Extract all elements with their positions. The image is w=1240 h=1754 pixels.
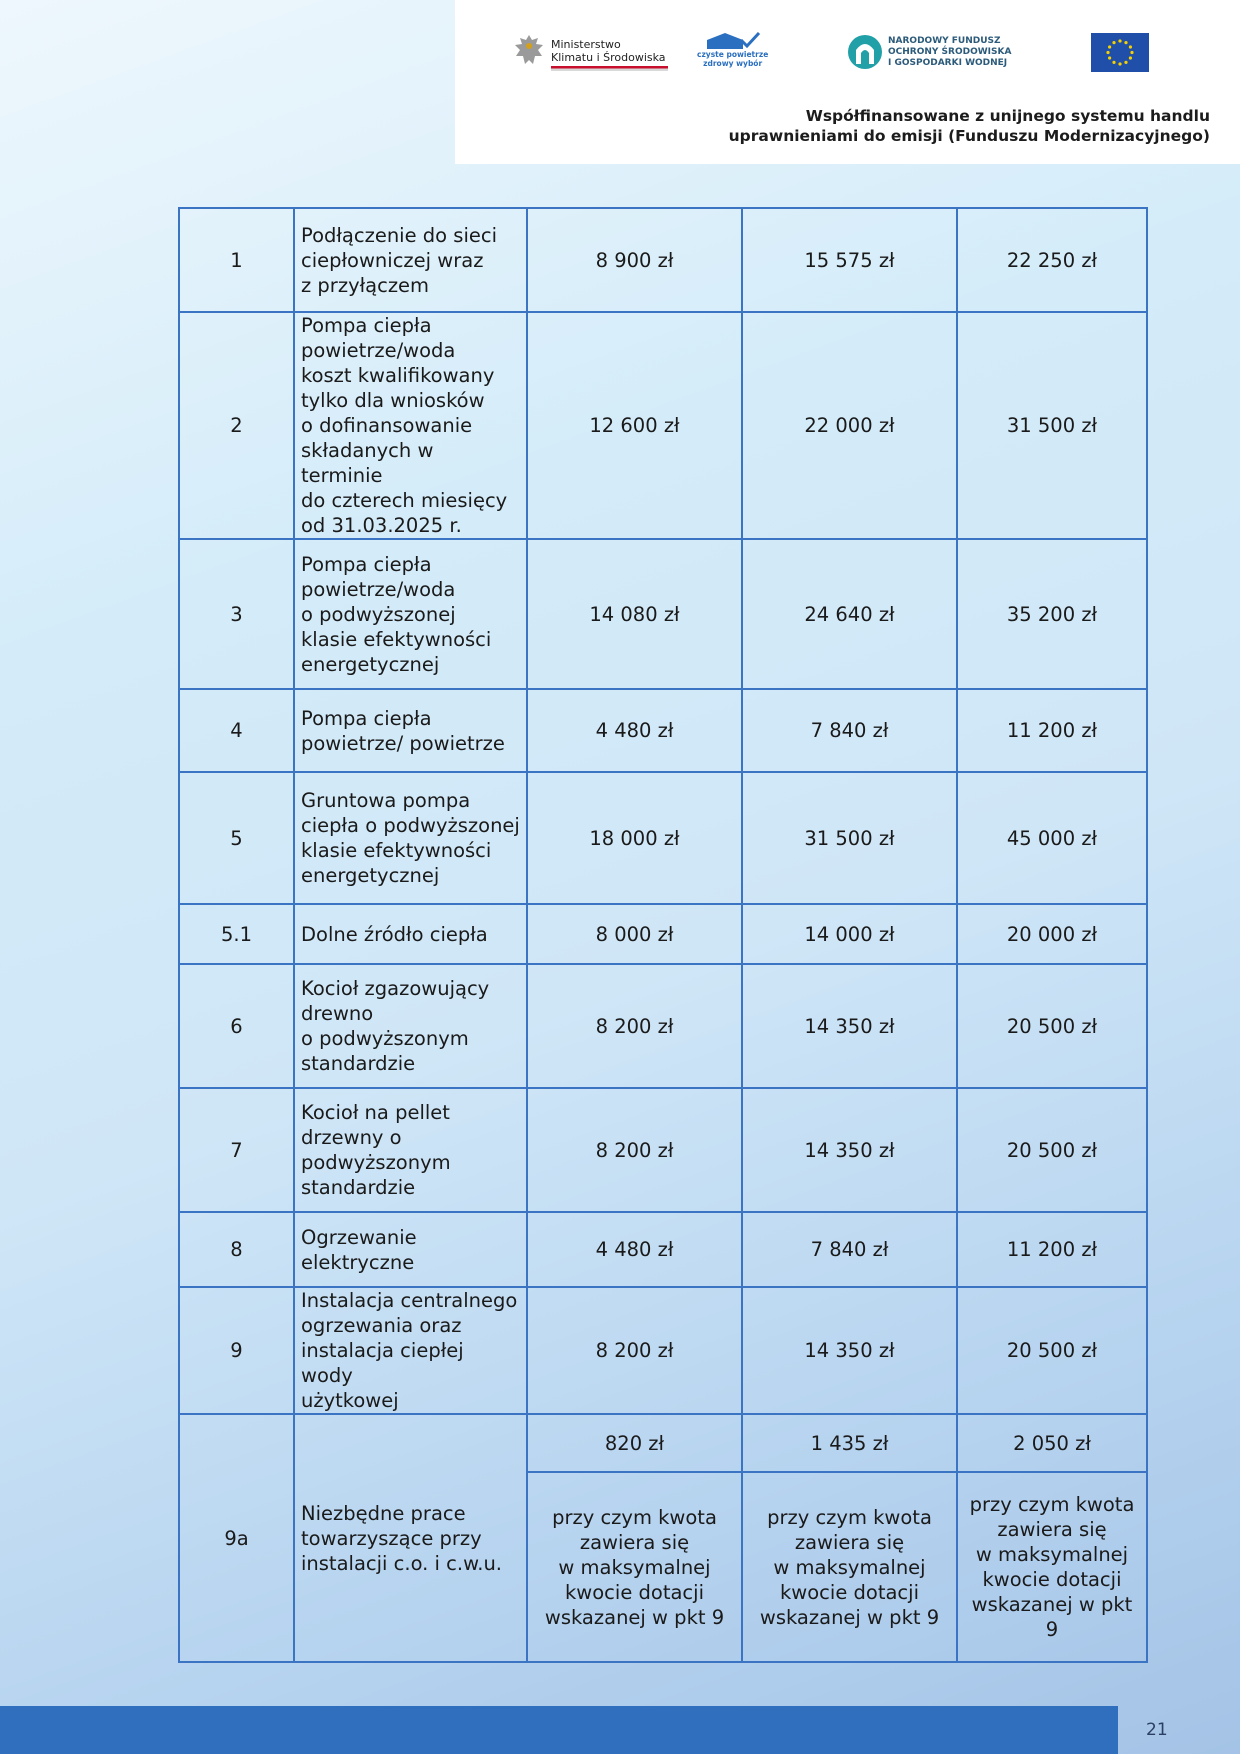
amount-highest: 2 050 zł	[957, 1414, 1147, 1472]
item-number: 5.1	[179, 904, 294, 964]
amount-highest: 22 250 zł	[957, 208, 1147, 312]
item-name-line: koszt kwalifikowany	[301, 364, 495, 387]
house-check-icon	[705, 32, 761, 50]
table-row	[179, 312, 1147, 539]
item-name-line: klasie efektywności	[301, 839, 492, 862]
item-name-line: do czterech miesięcy	[301, 489, 508, 512]
item-number: 7	[179, 1088, 294, 1212]
item-name	[294, 539, 527, 689]
nf-line3: I GOSPODARKI WODNEJ	[888, 57, 1008, 68]
item-number: 9a	[179, 1414, 294, 1662]
table-row	[179, 689, 1147, 772]
amount-basic: 18 000 zł	[527, 772, 742, 904]
amount-highest: 11 200 zł	[957, 1212, 1147, 1287]
item-name-line: z przyłączem	[301, 273, 430, 297]
nf-line1: NARODOWY FUNDUSZ	[888, 35, 1001, 46]
amount-basic: 8 200 zł	[527, 1287, 742, 1414]
amount-note	[527, 1472, 742, 1662]
amount-increased: 22 000 zł	[742, 312, 957, 539]
table-row	[179, 539, 1147, 689]
cofinancing-line2: uprawnieniami do emisji (Funduszu Modernizacyjnego)	[728, 127, 1210, 145]
table-row	[179, 1088, 1147, 1212]
item-name-line: energetycznej	[301, 652, 440, 676]
item-name	[294, 772, 527, 904]
amount-note-line: wskazanej w pkt 9	[544, 1605, 725, 1629]
nfosigw-logo	[847, 34, 1011, 70]
amount-note-line: w maksymalnej	[558, 1555, 711, 1579]
item-name-line: ciepła o podwyższonej	[301, 814, 520, 837]
amount-highest: 31 500 zł	[957, 312, 1147, 539]
item-number: 5	[179, 772, 294, 904]
ministry-name-line1: Ministerstwo	[551, 38, 621, 51]
cofinancing-line1: Współfinansowane z unijnego systemu handlu	[805, 107, 1210, 125]
amount-basic: 12 600 zł	[527, 312, 742, 539]
ministry-logo	[512, 32, 666, 70]
item-name-line: ciepłowniczej wraz	[301, 248, 484, 272]
item-name-line: Podłączenie do sieci	[301, 223, 498, 247]
item-name-line: Kocioł zgazowujący	[301, 977, 490, 1000]
amount-note-line: wskazanej w pkt 9	[971, 1593, 1133, 1641]
item-name-line: o podwyższonej	[301, 602, 456, 626]
item-name-line: instalacji c.o. i c.w.u.	[301, 1551, 503, 1575]
page-number: 21	[1146, 1720, 1168, 1740]
item-name-line: podwyższonym	[301, 1151, 451, 1174]
amount-highest: 20 500 zł	[957, 964, 1147, 1088]
item-name-line: Ogrzewanie	[301, 1225, 417, 1249]
header-logo-band	[455, 0, 1240, 164]
item-name-line: drewno	[301, 1002, 374, 1025]
amount-increased: 14 350 zł	[742, 964, 957, 1088]
amount-increased: 7 840 zł	[742, 1212, 957, 1287]
amount-note-line: zawiera się	[579, 1530, 690, 1554]
amount-basic: 8 200 zł	[527, 1088, 742, 1212]
table-row	[179, 1212, 1147, 1287]
item-name-line: standardzie	[301, 1176, 416, 1199]
item-name-line: powietrze/woda	[301, 339, 456, 362]
item-name-line: Instalacja centralnego	[301, 1289, 518, 1312]
amount-note-line: kwocie dotacji	[982, 1568, 1122, 1591]
item-number: 6	[179, 964, 294, 1088]
item-name-line: klasie efektywności	[301, 627, 492, 651]
amount-note-line: kwocie dotacji	[780, 1580, 919, 1604]
item-name-line: o podwyższonym	[301, 1027, 469, 1050]
amount-note-line: zawiera się	[997, 1518, 1107, 1541]
table-row	[179, 964, 1147, 1088]
item-name	[294, 904, 527, 964]
item-name	[294, 964, 527, 1088]
amount-note-line: przy czym kwota	[969, 1493, 1135, 1516]
czyste-powietrze-logo	[697, 32, 768, 68]
amount-highest: 11 200 zł	[957, 689, 1147, 772]
table-row	[179, 1414, 1147, 1472]
amount-note-line: zawiera się	[794, 1530, 905, 1554]
item-number: 4	[179, 689, 294, 772]
item-name-line: użytkowej	[301, 1389, 399, 1412]
amount-highest: 20 500 zł	[957, 1287, 1147, 1414]
item-name-line: składanych w terminie	[301, 439, 434, 487]
amount-note-line: kwocie dotacji	[565, 1580, 704, 1604]
amount-note-line: przy czym kwota	[552, 1505, 717, 1529]
amount-basic: 14 080 zł	[527, 539, 742, 689]
item-name-line: powietrze/ powietrze	[301, 731, 505, 755]
amount-note-line: wskazanej w pkt 9	[759, 1605, 940, 1629]
subsidy-table	[178, 207, 1148, 1663]
item-name-line: drzewny o	[301, 1126, 402, 1149]
item-name-line: instalacja ciepłej wody	[301, 1339, 464, 1387]
amount-highest: 35 200 zł	[957, 539, 1147, 689]
item-name	[294, 1212, 527, 1287]
amount-note	[742, 1472, 957, 1662]
item-name-line: Pompa ciepła	[301, 314, 432, 337]
item-name-line: Pompa ciepła	[301, 552, 432, 576]
amount-basic: 4 480 zł	[527, 689, 742, 772]
table-row	[179, 208, 1147, 312]
item-name-line: ogrzewania oraz	[301, 1314, 462, 1337]
nf-line2: OCHRONY ŚRODOWISKA	[888, 46, 1012, 57]
amount-increased: 14 350 zł	[742, 1287, 957, 1414]
amount-increased: 31 500 zł	[742, 772, 957, 904]
amount-note-line: przy czym kwota	[767, 1505, 932, 1529]
table-row	[179, 904, 1147, 964]
footer-bar	[0, 1706, 1118, 1754]
amount-basic: 8 200 zł	[527, 964, 742, 1088]
ministry-flag-bar	[551, 66, 668, 71]
item-name-line: standardzie	[301, 1052, 416, 1075]
item-name	[294, 1088, 527, 1212]
item-name-line: tylko dla wniosków	[301, 389, 485, 412]
item-number: 9	[179, 1287, 294, 1414]
item-number: 2	[179, 312, 294, 539]
amount-basic: 8 900 zł	[527, 208, 742, 312]
item-name-line: elektryczne	[301, 1250, 415, 1274]
item-name-line: Dolne źródło ciepła	[301, 922, 488, 946]
item-name-line: Niezbędne prace	[301, 1501, 466, 1525]
amount-increased: 14 000 zł	[742, 904, 957, 964]
ministry-name-line2: Klimatu i Środowiska	[551, 51, 666, 64]
amount-note-line: w maksymalnej	[975, 1543, 1129, 1566]
item-name-line: Gruntowa pompa	[301, 789, 471, 812]
item-name	[294, 1414, 527, 1662]
amount-highest: 45 000 zł	[957, 772, 1147, 904]
item-name	[294, 1287, 527, 1414]
fund-emblem-icon	[847, 34, 883, 70]
eu-flag-icon	[1091, 33, 1149, 72]
item-name-line: o dofinansowanie	[301, 414, 473, 437]
amount-basic: 820 zł	[527, 1414, 742, 1472]
amount-highest: 20 000 zł	[957, 904, 1147, 964]
amount-note	[957, 1472, 1147, 1662]
table-row	[179, 772, 1147, 904]
cp-line1: czyste powietrze	[697, 50, 769, 59]
amount-basic: 8 000 zł	[527, 904, 742, 964]
amount-increased: 1 435 zł	[742, 1414, 957, 1472]
item-name-line: energetycznej	[301, 864, 440, 887]
item-number: 8	[179, 1212, 294, 1287]
amount-increased: 14 350 zł	[742, 1088, 957, 1212]
amount-increased: 7 840 zł	[742, 689, 957, 772]
cofinancing-note	[729, 106, 1210, 146]
item-name-line: powietrze/woda	[301, 577, 456, 601]
item-name	[294, 208, 527, 312]
table-row	[179, 1287, 1147, 1414]
eagle-emblem-icon	[512, 32, 546, 70]
item-name	[294, 312, 527, 539]
item-name-line: od 31.03.2025 r.	[301, 514, 462, 537]
cp-line2: zdrowy wybór	[703, 59, 763, 68]
amount-note-line: w maksymalnej	[773, 1555, 926, 1579]
item-name-line: Kocioł na pellet	[301, 1101, 450, 1124]
item-name-line: Pompa ciepła	[301, 706, 432, 730]
amount-increased: 24 640 zł	[742, 539, 957, 689]
item-name-line: towarzyszące przy	[301, 1526, 482, 1550]
amount-highest: 20 500 zł	[957, 1088, 1147, 1212]
item-number: 3	[179, 539, 294, 689]
item-name	[294, 689, 527, 772]
item-number: 1	[179, 208, 294, 312]
amount-increased: 15 575 zł	[742, 208, 957, 312]
amount-basic: 4 480 zł	[527, 1212, 742, 1287]
